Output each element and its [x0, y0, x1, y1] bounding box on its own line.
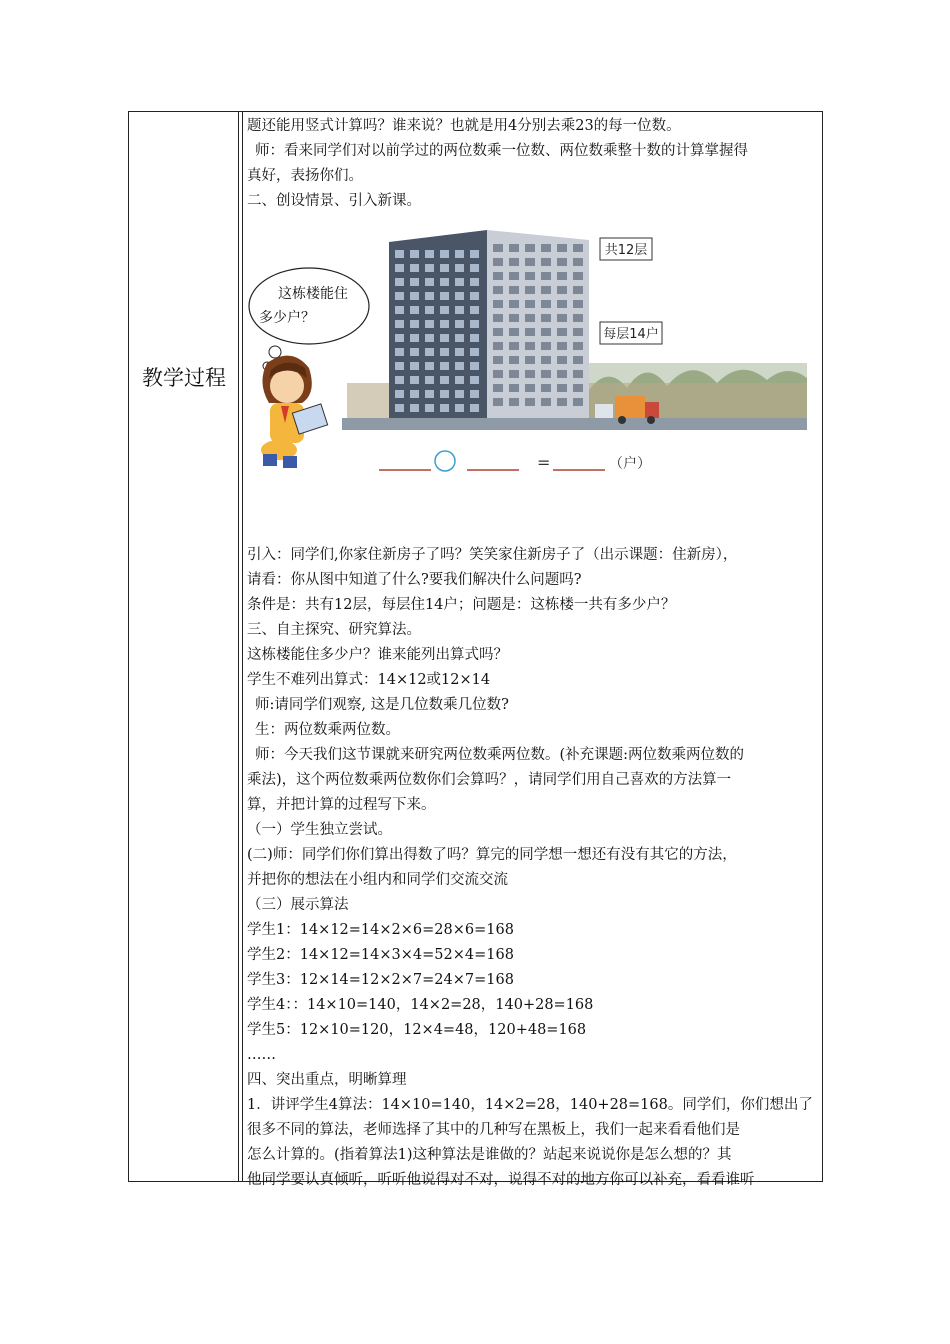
- window: [425, 348, 434, 356]
- window: [470, 334, 479, 342]
- window: [410, 250, 419, 258]
- text-line: 请看：你从图中知道了什么?要我们解决什么问题吗?: [247, 572, 582, 588]
- window: [557, 272, 567, 280]
- window: [541, 328, 551, 336]
- window: [493, 272, 503, 280]
- window: [395, 320, 404, 328]
- window: [509, 286, 519, 294]
- window: [455, 390, 464, 398]
- truck-cab: [645, 402, 659, 418]
- window: [395, 264, 404, 272]
- window: [541, 314, 551, 322]
- window: [395, 278, 404, 286]
- window: [455, 334, 464, 342]
- window: [509, 328, 519, 336]
- equation-unit: （户）: [609, 456, 651, 472]
- window: [525, 384, 535, 392]
- text-line: 四、突出重点，明晰算理: [247, 1072, 407, 1088]
- window: [493, 398, 503, 406]
- window: [470, 348, 479, 356]
- window: [470, 362, 479, 370]
- truck-wheel: [618, 416, 626, 424]
- window: [573, 314, 583, 322]
- window: [440, 292, 449, 300]
- window: [440, 320, 449, 328]
- window: [557, 398, 567, 406]
- window: [557, 258, 567, 266]
- girl-figure: [261, 356, 328, 468]
- row-label: 教学过程: [142, 366, 226, 390]
- window: [525, 328, 535, 336]
- text-line: 学生4：：14×10=140，14×2=28，140+28=168: [247, 997, 594, 1013]
- window: [395, 362, 404, 370]
- window: [395, 348, 404, 356]
- text-line: 这栋楼能住多少户？谁来能列出算式吗？: [247, 647, 508, 663]
- window: [410, 390, 419, 398]
- window: [395, 376, 404, 384]
- bubble-dot: [269, 346, 281, 358]
- window: [493, 328, 503, 336]
- row-label-cell: [129, 112, 239, 1181]
- window: [425, 250, 434, 258]
- window: [493, 286, 503, 294]
- window: [541, 272, 551, 280]
- window: [410, 348, 419, 356]
- window: [493, 356, 503, 364]
- window: [455, 278, 464, 286]
- window: [425, 264, 434, 272]
- bubble-line-2: 多少户？: [259, 310, 315, 326]
- window: [573, 300, 583, 308]
- window: [509, 356, 519, 364]
- window: [573, 328, 583, 336]
- text-line: (二)师：同学们你们算出得数了吗？算完的同学想一想还有没有其它的方法，: [247, 847, 737, 863]
- text-line: 引入：同学们,你家住新房子了吗？笑笑家住新房子了（出示课题：住新房），: [247, 547, 738, 563]
- text-line: 师：今天我们这节课就来研究两位数乘两位数。(补充课题:两位数乘两位数的: [255, 747, 745, 763]
- window: [470, 292, 479, 300]
- window: [410, 376, 419, 384]
- window: [509, 258, 519, 266]
- text-line: 学生1：14×12=14×2×6=28×6=168: [247, 922, 514, 938]
- window: [410, 320, 419, 328]
- text-line: （三）展示算法: [247, 897, 349, 913]
- window: [557, 244, 567, 252]
- operator-circle: [435, 451, 455, 471]
- window: [440, 250, 449, 258]
- text-line: 学生3：12×14=12×2×7=24×7=168: [247, 972, 514, 988]
- window: [440, 334, 449, 342]
- window: [425, 362, 434, 370]
- text-line: 条件是：共有12层，每层住14户；问题是：这栋楼一共有多少户？: [247, 597, 676, 613]
- window: [525, 314, 535, 322]
- window: [573, 286, 583, 294]
- text-line: 二、创设情景、引入新课。: [247, 193, 421, 209]
- window: [440, 264, 449, 272]
- window: [455, 306, 464, 314]
- window: [557, 370, 567, 378]
- equals-sign: =: [537, 453, 551, 472]
- window: [557, 300, 567, 308]
- window: [557, 342, 567, 350]
- text-line: 生：两位数乘两位数。: [255, 722, 400, 738]
- text-line: 真好，表扬你们。: [247, 168, 363, 184]
- window: [440, 362, 449, 370]
- text-line: 他同学要认真倾听，听听他说得对不对，说得不对的地方你可以补充，看看谁听: [247, 1172, 755, 1188]
- window: [470, 306, 479, 314]
- window: [573, 384, 583, 392]
- window: [410, 334, 419, 342]
- window: [455, 348, 464, 356]
- window: [573, 258, 583, 266]
- window: [425, 404, 434, 412]
- window: [425, 292, 434, 300]
- window: [557, 384, 567, 392]
- window: [425, 334, 434, 342]
- window: [509, 272, 519, 280]
- per-floor-label: 每层14户: [603, 327, 659, 342]
- window: [573, 244, 583, 252]
- window: [525, 356, 535, 364]
- illustration-svg: [247, 218, 819, 543]
- truck-wheel: [647, 416, 655, 424]
- window: [525, 300, 535, 308]
- window: [395, 390, 404, 398]
- window: [410, 292, 419, 300]
- window: [509, 314, 519, 322]
- window: [557, 356, 567, 364]
- window: [410, 306, 419, 314]
- window: [509, 244, 519, 252]
- window: [541, 398, 551, 406]
- text-line: ……: [247, 1047, 276, 1063]
- text-line: 乘法)，这个两位数乘两位数你们会算吗？，请同学们用自己喜欢的方法算一: [247, 772, 732, 788]
- window: [493, 258, 503, 266]
- window: [425, 278, 434, 286]
- content-cell: [247, 114, 819, 1193]
- window: [410, 362, 419, 370]
- window: [509, 300, 519, 308]
- road: [342, 418, 807, 430]
- text-line: 学生5：12×10=120，12×4=48，120+48=168: [247, 1022, 587, 1038]
- window: [509, 342, 519, 350]
- window: [493, 244, 503, 252]
- speech-bubble: [249, 268, 369, 344]
- text-line: 题还能用竖式计算吗？谁来说？也就是用4分别去乘23的每一位数。: [247, 118, 681, 134]
- window: [493, 314, 503, 322]
- window: [541, 300, 551, 308]
- window: [455, 250, 464, 258]
- window: [440, 404, 449, 412]
- window: [455, 292, 464, 300]
- window: [509, 384, 519, 392]
- window: [557, 314, 567, 322]
- window: [410, 278, 419, 286]
- window: [440, 306, 449, 314]
- window: [395, 306, 404, 314]
- window: [425, 306, 434, 314]
- text-bottom: [247, 543, 819, 1193]
- window: [470, 278, 479, 286]
- window: [493, 342, 503, 350]
- window: [470, 264, 479, 272]
- window: [440, 278, 449, 286]
- window: [395, 250, 404, 258]
- window: [573, 272, 583, 280]
- window: [440, 390, 449, 398]
- window: [470, 390, 479, 398]
- window: [541, 370, 551, 378]
- text-line: 师:请同学们观察, 这是几位数乘几位数?: [255, 697, 509, 713]
- van: [595, 404, 613, 418]
- floors-label: 共12层: [604, 243, 648, 258]
- window: [493, 370, 503, 378]
- window: [525, 244, 535, 252]
- window: [455, 362, 464, 370]
- text-line: 1．讲评学生4算法：14×10=140，14×2=28，140+28=168。同学们，你们想出了: [247, 1097, 813, 1113]
- window: [573, 342, 583, 350]
- window: [455, 376, 464, 384]
- window: [509, 398, 519, 406]
- window: [425, 320, 434, 328]
- window: [455, 264, 464, 272]
- truck-body: [615, 396, 645, 418]
- window: [541, 384, 551, 392]
- window: [455, 404, 464, 412]
- window: [541, 342, 551, 350]
- window: [557, 286, 567, 294]
- window: [470, 250, 479, 258]
- bubble-line-1: 这栋楼能住: [278, 286, 348, 302]
- window: [525, 398, 535, 406]
- window: [525, 342, 535, 350]
- window: [470, 376, 479, 384]
- window: [395, 404, 404, 412]
- window: [525, 272, 535, 280]
- text-line: 很多不同的算法，老师选择了其中的几种写在黑板上，我们一起来看看他们是: [247, 1122, 740, 1138]
- window: [425, 376, 434, 384]
- lesson-table: [128, 111, 823, 1188]
- cell-divider: [242, 112, 243, 1181]
- textbook-illustration: [247, 218, 819, 543]
- text-line: （一）学生独立尝试。: [247, 822, 392, 838]
- window: [541, 286, 551, 294]
- window: [410, 404, 419, 412]
- window: [541, 258, 551, 266]
- window: [509, 370, 519, 378]
- text-line: 怎么计算的。(指着算法1)这种算法是谁做的？站起来说说你是怎么想的？其: [247, 1147, 732, 1163]
- window: [493, 384, 503, 392]
- window: [455, 320, 464, 328]
- window: [573, 356, 583, 364]
- window: [525, 370, 535, 378]
- window: [440, 348, 449, 356]
- window: [573, 370, 583, 378]
- window: [525, 258, 535, 266]
- window: [440, 376, 449, 384]
- text-line: 学生不难列出算式：14×12或12×14: [247, 672, 491, 688]
- window: [557, 328, 567, 336]
- text-line: 学生2：14×12=14×3×4=52×4=168: [247, 947, 514, 963]
- window: [541, 244, 551, 252]
- window: [425, 390, 434, 398]
- window: [470, 404, 479, 412]
- window: [573, 398, 583, 406]
- window: [395, 334, 404, 342]
- window: [493, 300, 503, 308]
- text-line: 算，并把计算的过程写下来。: [247, 797, 436, 813]
- window: [470, 320, 479, 328]
- window: [541, 356, 551, 364]
- window: [525, 286, 535, 294]
- window: [395, 292, 404, 300]
- text-line: 三、自主探究、研究算法。: [247, 622, 421, 638]
- window: [410, 264, 419, 272]
- text-line: 并把你的想法在小组内和同学们交流交流: [247, 872, 508, 888]
- text-line: 师：看来同学们对以前学过的两位数乘一位数、两位数乘整十数的计算掌握得: [255, 143, 748, 159]
